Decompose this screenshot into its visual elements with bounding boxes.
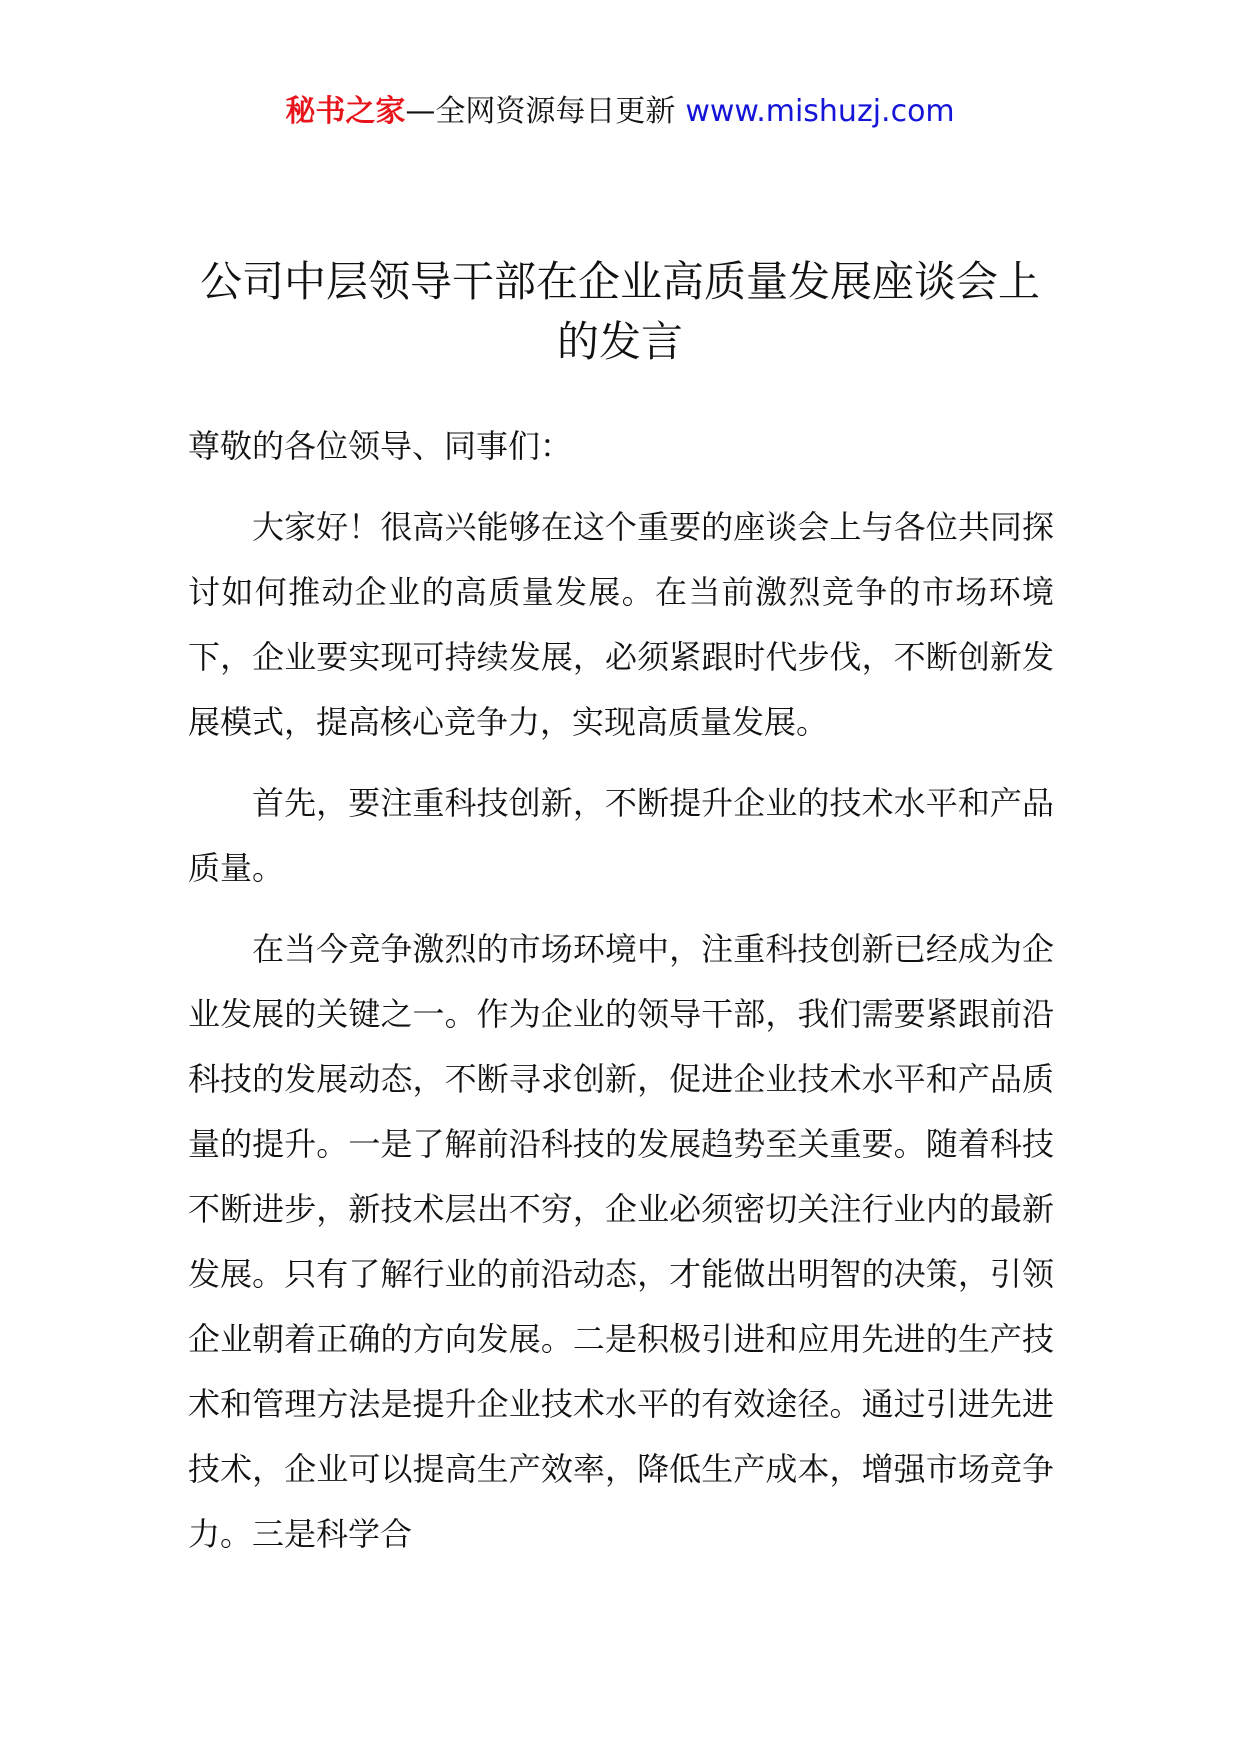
body-paragraph: 在当今竞争激烈的市场环境中，注重科技创新已经成为企业发展的关键之一。作为企业的领导干部，我们需要紧跟前沿科技的发展动态，不断寻求创新，促进企业技术水平和产品质量的提升。一是了解前沿科技的发展趋势至关重要。随着科技不断进步，新技术层出不穷，企业必须密切关注行业内的最新发展。只有了解行业的前沿动态，才能做出明智的决策，引领企业朝着正确的方向发展。二是积极引进和应用先进的生产技术和管理方法是提升企业技术水平的有效途径。通过引进先进技术，企业可以提高生产效率，降低生产成本，增强市场竞争力。三是科学合 <box>188 930 1054 1553</box>
body-paragraph: 首先，要注重科技创新，不断提升企业的技术水平和产品质量。 <box>188 784 1054 887</box>
salutation: 尊敬的各位领导、同事们： <box>188 427 573 465</box>
site-header <box>0 94 1240 130</box>
header-tagline: —全网资源每日更新 <box>405 94 676 129</box>
document-title: 公司中层领导干部在企业高质量发展座谈会上的发言 <box>199 257 1040 366</box>
brand-name: 秘书之家 <box>285 94 406 129</box>
body-paragraph: 大家好！很高兴能够在这个重要的座谈会上与各位共同探讨如何推动企业的高质量发展。在当前激烈竞争的市场环境下，企业要实现可持续发展，必须紧跟时代步伐，不断创新发展模式，提高核心竞争力，实现高质量发展。 <box>188 508 1054 741</box>
document-body <box>188 414 1054 1583</box>
site-url-link[interactable]: www.mishuzj.com <box>685 94 955 129</box>
